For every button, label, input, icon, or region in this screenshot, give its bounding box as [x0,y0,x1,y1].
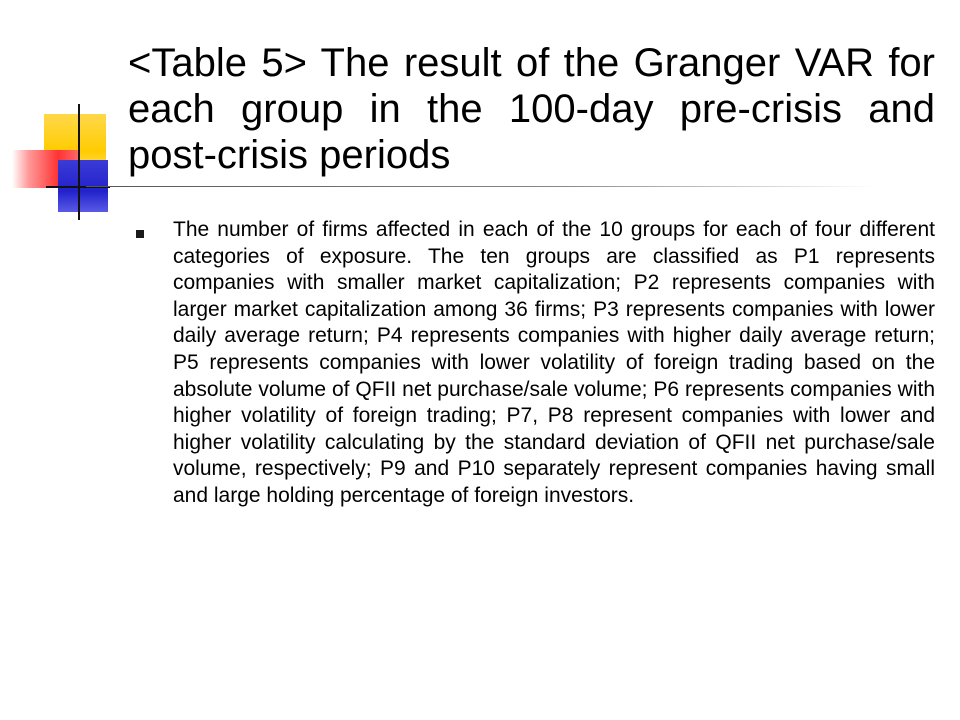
bullet-square-icon [136,230,144,238]
vertical-line-shape [78,104,80,220]
bullet-text: The number of firms affected in each of the 10 groups for each of four different categories of exposure. The ten groups are classified as P1 represents companies with smaller market capitalization; P2 represents companies with larger market capitalization among 36 firms; P3 represents companies with lower daily average return; P4 represents companies with higher daily average return; P5 represents companies with lower volatility of foreign trading based on the absolute volume of QFII net purchase/sale volume; P6 represents companies with higher volatility of foreign trading; P7, P8 represent companies with lower and higher volatility calculating by the standard deviation of QFII net purchase/sale volume, respectively; P9 and P10 separately represent companies having small and large holding percentage of foreign investors. [173,218,935,507]
decorative-logo-icon [0,0,140,230]
title-divider [86,186,876,187]
slide-title: <Table 5> The result of the Granger VAR for each group in the 100-day pre-crisis and post-crisis periods [128,41,935,177]
